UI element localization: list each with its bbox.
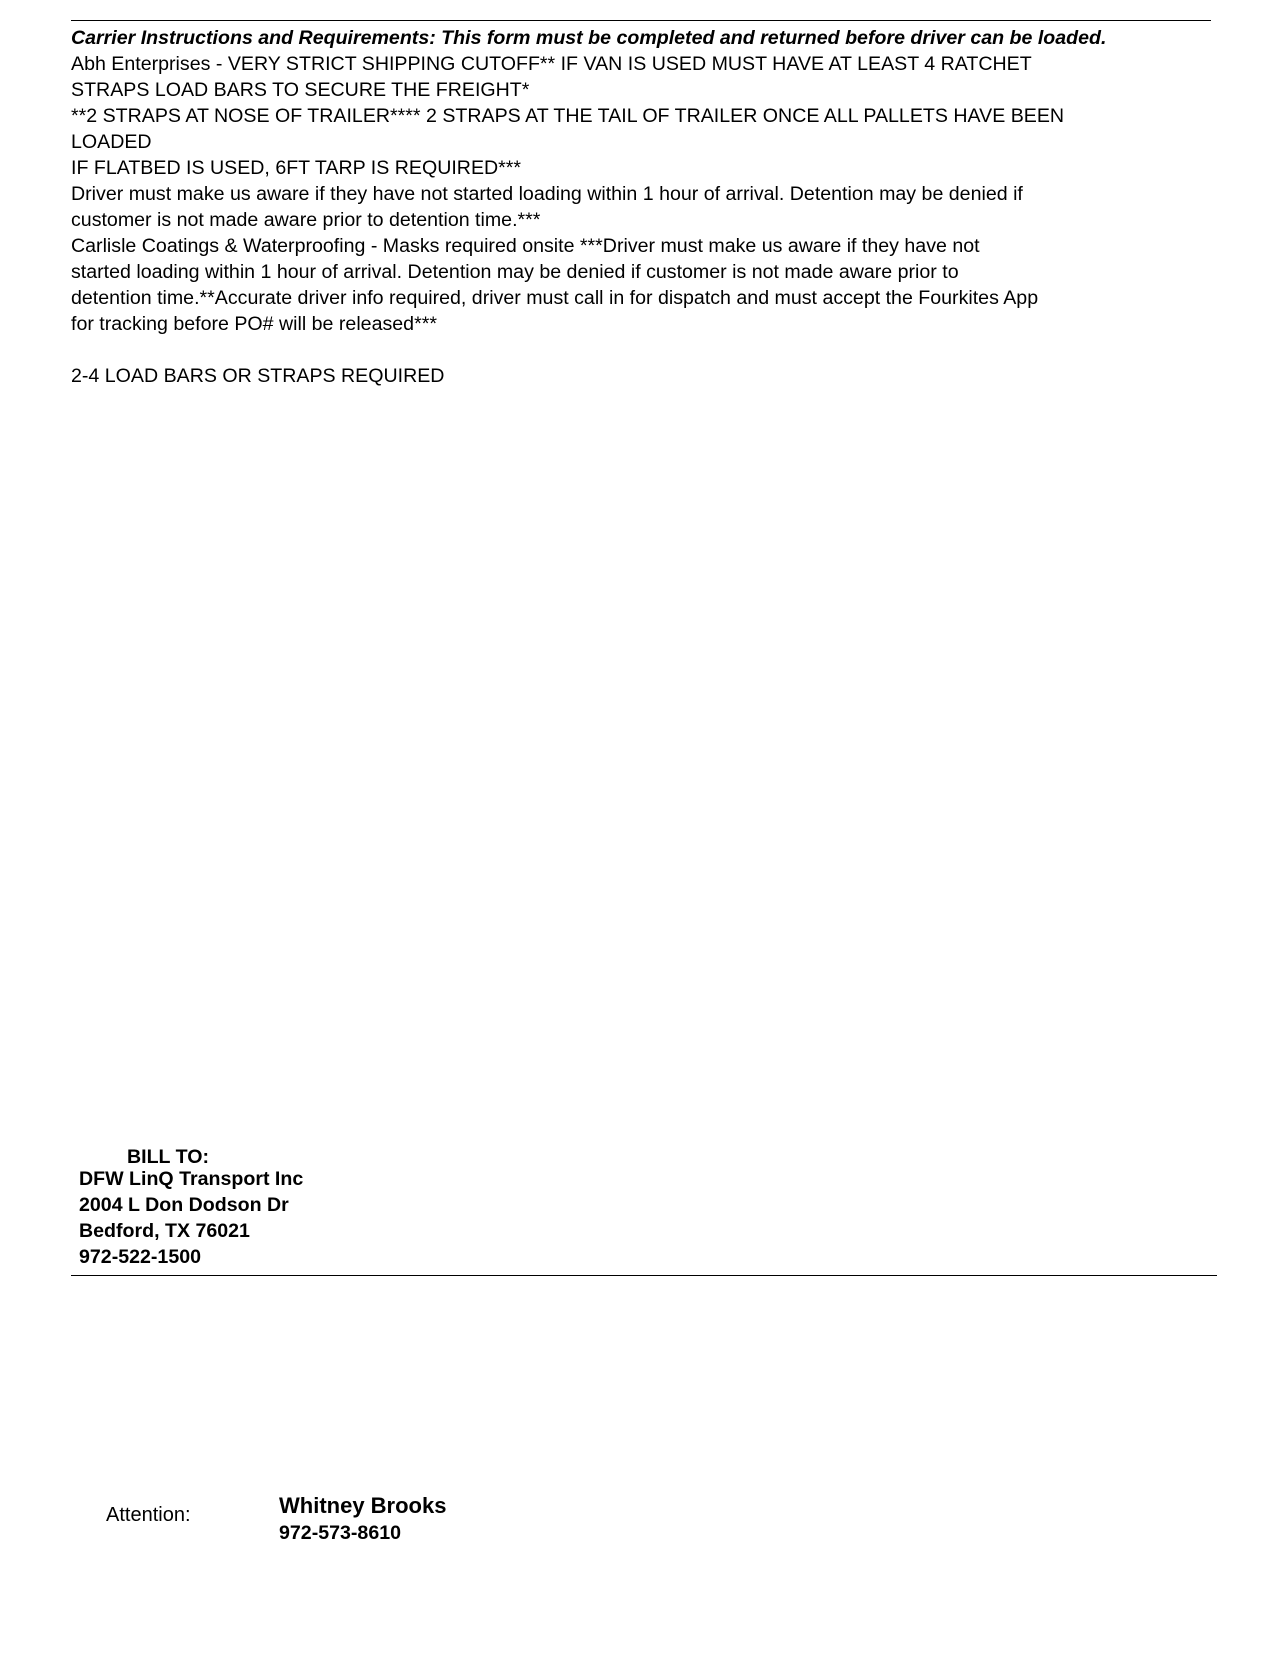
bill-to-address — [79, 1166, 303, 1270]
carrier-instructions-section — [71, 25, 1231, 389]
attention-phone: 972-573-8610 — [279, 1522, 402, 1544]
instruction-line: Abh Enterprises - VERY STRICT SHIPPING CUTOFF** IF VAN IS USED MUST HAVE AT LEAST 4 RATCHET — [71, 53, 1032, 75]
bill-to-label: BILL TO: — [127, 1146, 210, 1168]
instruction-line: for tracking before PO# will be released*** — [71, 313, 437, 335]
instruction-line: **2 STRAPS AT NOSE OF TRAILER**** 2 STRAPS AT THE TAIL OF TRAILER ONCE ALL PALLETS HAVE BEEN — [71, 105, 1065, 127]
bill-to-company: DFW LinQ Transport Inc — [79, 1168, 304, 1190]
bill-to-address-line1: 2004 L Don Dodson Dr — [79, 1194, 289, 1216]
instruction-line: IF FLATBED IS USED, 6FT TARP IS REQUIRED*** — [71, 157, 522, 179]
instruction-line: LOADED — [71, 131, 152, 153]
attention-name: Whitney Brooks — [279, 1493, 447, 1518]
bill-to-divider — [71, 1275, 1217, 1276]
instruction-line: started loading within 1 hour of arrival. Detention may be denied if customer is not made aware prior to — [71, 261, 959, 283]
instruction-line: Driver must make us aware if they have not started loading within 1 hour of arrival. Detention may be denied if — [71, 183, 1023, 205]
instruction-line: STRAPS LOAD BARS TO SECURE THE FREIGHT* — [71, 79, 530, 101]
bill-to-address-line2: Bedford, TX 76021 — [79, 1220, 250, 1242]
load-bars-requirement: 2-4 LOAD BARS OR STRAPS REQUIRED — [71, 365, 445, 387]
carrier-instructions-heading: Carrier Instructions and Requirements: This form must be completed and returned before driver can be loaded. — [71, 27, 1107, 49]
instruction-line: Carlisle Coatings & Waterproofing - Masks required onsite ***Driver must make us aware if they have not — [71, 235, 980, 257]
bill-to-phone: 972-522-1500 — [79, 1246, 202, 1268]
instruction-line: customer is not made aware prior to detention time.*** — [71, 209, 541, 231]
spacer — [71, 337, 1231, 363]
attention-label: Attention: — [106, 1504, 191, 1526]
instruction-line: detention time.**Accurate driver info required, driver must call in for dispatch and must accept the Fourkites App — [71, 287, 1039, 309]
top-divider — [71, 20, 1211, 21]
